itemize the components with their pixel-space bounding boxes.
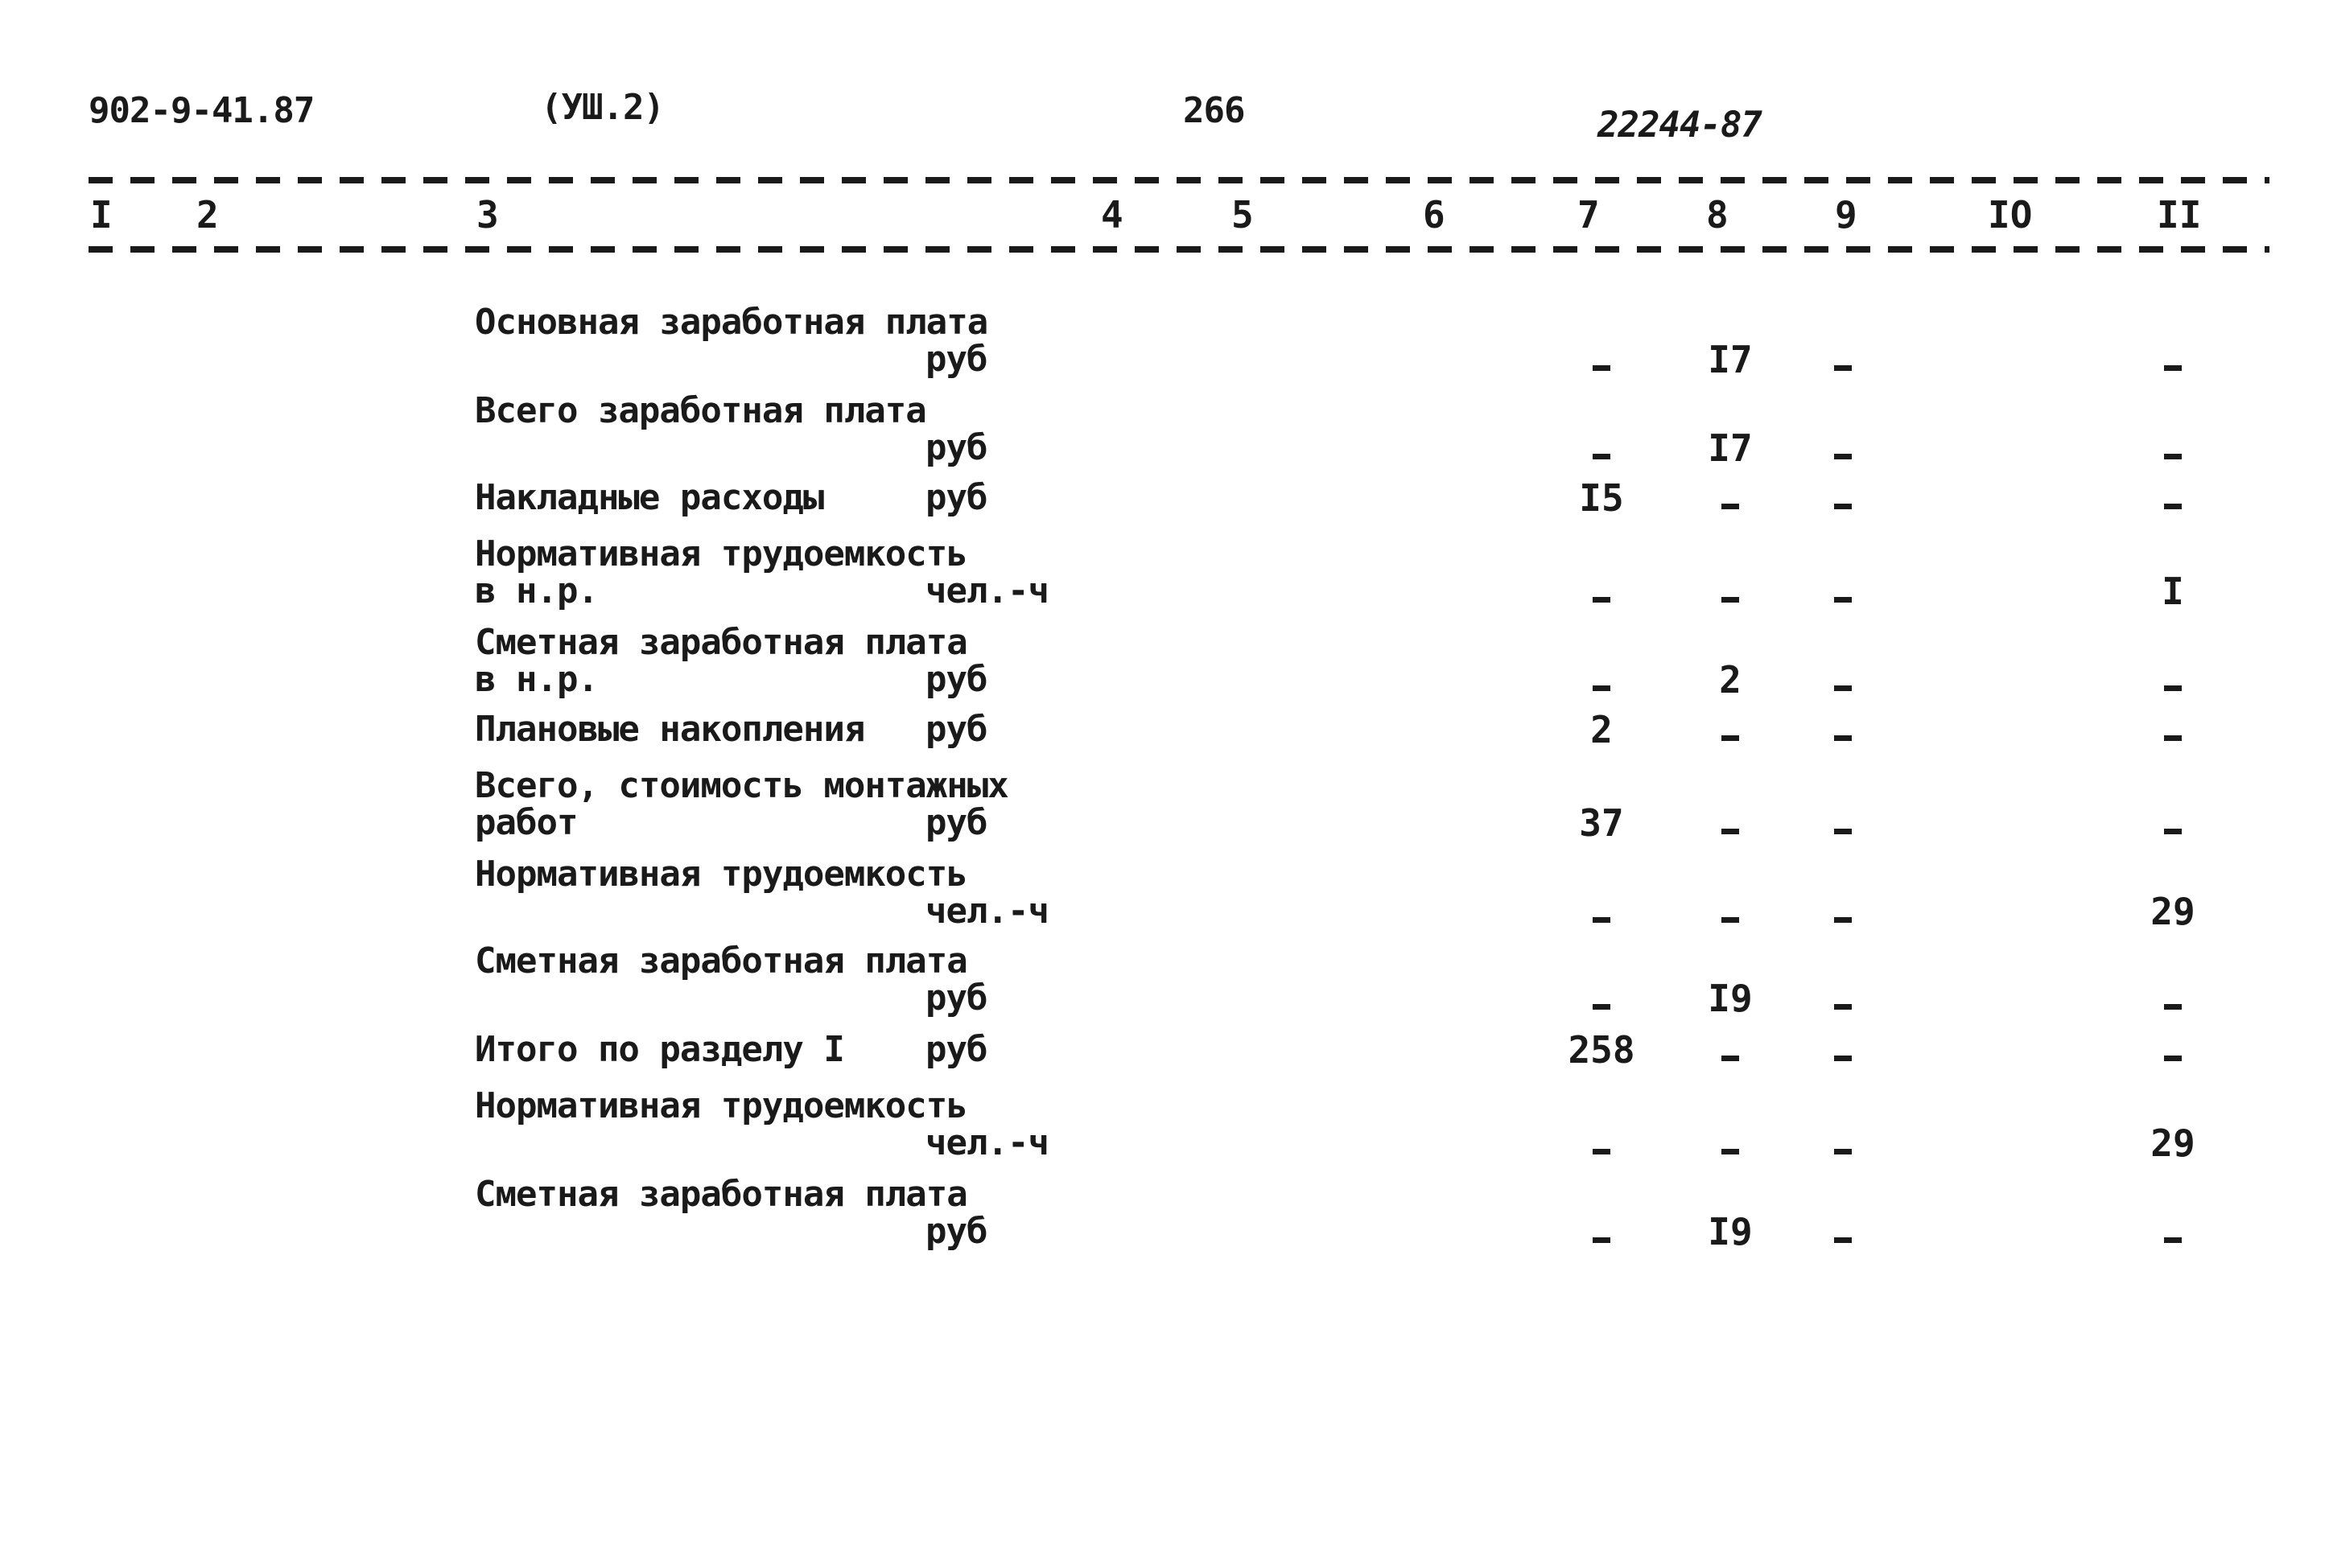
- cell-c9: [1834, 454, 1852, 459]
- row-label-text: Нормативная трудоемкость: [475, 854, 967, 895]
- row-unit: руб: [925, 339, 987, 380]
- row-label-text: в н.р.: [475, 659, 598, 700]
- row-label: [475, 1085, 1086, 1163]
- column-number: 6: [1423, 193, 1445, 237]
- row-label-line: [475, 390, 1086, 431]
- section-label: (УШ.2): [541, 87, 664, 128]
- row-unit: руб: [925, 427, 987, 468]
- page-number: 266: [1183, 90, 1245, 131]
- cell-c9: [1834, 685, 1852, 691]
- row-unit: чел.-ч: [925, 891, 1049, 932]
- row-label: [475, 533, 1086, 611]
- doc-code: 902-9-41.87: [89, 90, 315, 131]
- column-number: II: [2157, 193, 2202, 237]
- row-label-line: [475, 304, 1086, 341]
- row-label-text: Всего заработная плата: [475, 390, 926, 431]
- row-label-line: [475, 1176, 1086, 1213]
- column-number: I: [90, 193, 113, 237]
- row-unit: руб: [925, 477, 987, 518]
- cell-c8: I7: [1708, 338, 1753, 381]
- cell-c9: [1834, 829, 1852, 834]
- row-label: [475, 479, 1086, 516]
- column-number: 5: [1231, 193, 1254, 237]
- cell-c11: [2164, 504, 2182, 509]
- row-label-text: работ: [475, 802, 578, 843]
- row-label-line: [475, 624, 1086, 661]
- row-unit-line: [475, 1213, 1086, 1250]
- column-number: 3: [476, 193, 499, 237]
- row-label-text: Итого по разделу I: [475, 1029, 844, 1070]
- cell-c7: [1593, 365, 1610, 371]
- row-label-line: [475, 533, 1086, 574]
- cell-c7: 258: [1568, 1028, 1635, 1072]
- cell-c11: [2164, 365, 2182, 371]
- cell-c8: [1721, 597, 1739, 603]
- stamp-number: 22244-87: [1597, 105, 1762, 146]
- row-label-line: [475, 802, 1086, 843]
- cell-c7: 2: [1590, 708, 1613, 751]
- cell-c11: [2164, 829, 2182, 834]
- row-unit-line: [475, 893, 1086, 930]
- row-label: [475, 1031, 1086, 1068]
- cell-c11: [2164, 685, 2182, 691]
- row-label-text: Основная заработная плата: [475, 302, 988, 343]
- row-label-text: Нормативная трудоемкость: [475, 533, 967, 574]
- cell-c9: [1834, 1004, 1852, 1010]
- row-label-text: в н.р.: [475, 570, 598, 611]
- cell-c8: [1721, 1149, 1739, 1154]
- cell-c8: 2: [1719, 658, 1742, 702]
- row-label: [475, 390, 1086, 468]
- cell-c8: [1721, 1056, 1739, 1061]
- cell-c8: I9: [1708, 977, 1753, 1020]
- cell-c7: [1593, 1004, 1610, 1010]
- row-unit-line: [475, 977, 1086, 1019]
- cell-c9: [1834, 1056, 1852, 1061]
- row-unit-line: [475, 427, 1086, 468]
- row-label-text: Сметная заработная плата: [475, 622, 967, 663]
- cell-c11: [2164, 454, 2182, 459]
- cell-c8: [1721, 504, 1739, 509]
- cell-c9: [1834, 1149, 1852, 1154]
- row-label-text: Накладные расходы: [475, 477, 824, 518]
- row-label-line: [475, 711, 1086, 748]
- row-label-text: Сметная заработная плата: [475, 940, 967, 982]
- cell-c7: [1593, 597, 1610, 603]
- column-number: 7: [1577, 193, 1600, 237]
- row-label-line: [475, 856, 1086, 893]
- cell-c7: [1593, 917, 1610, 923]
- cell-c9: [1834, 365, 1852, 371]
- row-label-text: Сметная заработная плата: [475, 1174, 967, 1215]
- cell-c9: [1834, 504, 1852, 509]
- row-label-line: [475, 1085, 1086, 1126]
- row-unit-line: [475, 341, 1086, 378]
- column-number: 9: [1835, 193, 1857, 237]
- row-unit: руб: [925, 659, 987, 700]
- column-number: 2: [196, 193, 219, 237]
- row-label: [475, 940, 1086, 1019]
- column-number: 4: [1101, 193, 1123, 237]
- column-number: IO: [1988, 193, 2033, 237]
- cell-c7: 37: [1579, 801, 1624, 845]
- cell-c9: [1834, 1237, 1852, 1243]
- row-label: [475, 765, 1086, 843]
- row-unit-line: [475, 1122, 1086, 1163]
- cell-c9: [1834, 597, 1852, 603]
- row-unit: руб: [925, 709, 987, 750]
- cell-c8: I9: [1708, 1210, 1753, 1253]
- row-label-line: [475, 1031, 1086, 1068]
- row-label-text: Нормативная трудоемкость: [475, 1085, 967, 1126]
- row-label: [475, 1176, 1086, 1250]
- cell-c8: [1721, 735, 1739, 741]
- row-label-line: [475, 570, 1086, 611]
- cell-c11: [2164, 1237, 2182, 1243]
- header-rule-bottom: [89, 246, 2269, 253]
- cell-c9: [1834, 735, 1852, 741]
- header-rule-top: [89, 177, 2269, 183]
- cell-c8: [1721, 829, 1739, 834]
- row-label-line: [475, 479, 1086, 516]
- row-label: [475, 624, 1086, 698]
- row-label-line: [475, 765, 1086, 806]
- cell-c11: 29: [2150, 1121, 2195, 1165]
- cell-c8: I7: [1708, 426, 1753, 470]
- cell-c11: [2164, 1056, 2182, 1061]
- row-unit: руб: [925, 1211, 987, 1252]
- cell-c8: [1721, 917, 1739, 923]
- cell-c11: [2164, 1004, 2182, 1010]
- cell-c9: [1834, 917, 1852, 923]
- row-label-text: Плановые накопления: [475, 709, 865, 750]
- row-label: [475, 856, 1086, 930]
- row-label-line: [475, 940, 1086, 982]
- cell-c11: [2164, 735, 2182, 741]
- row-unit: руб: [925, 1029, 987, 1070]
- cell-c11: I: [2162, 570, 2184, 613]
- cell-c7: I5: [1579, 476, 1624, 520]
- cell-c7: [1593, 1149, 1610, 1154]
- cell-c7: [1593, 1237, 1610, 1243]
- row-label-line: [475, 661, 1086, 698]
- row-label: [475, 304, 1086, 378]
- cell-c11: 29: [2150, 890, 2195, 933]
- row-unit: руб: [925, 802, 987, 843]
- cell-c7: [1593, 685, 1610, 691]
- cell-c7: [1593, 454, 1610, 459]
- row-unit: чел.-ч: [925, 570, 1049, 611]
- row-label: [475, 711, 1086, 748]
- column-number: 8: [1706, 193, 1729, 237]
- row-label-text: Всего, стоимость монтажных: [475, 765, 1008, 806]
- row-unit: чел.-ч: [925, 1122, 1049, 1163]
- row-unit: руб: [925, 977, 987, 1019]
